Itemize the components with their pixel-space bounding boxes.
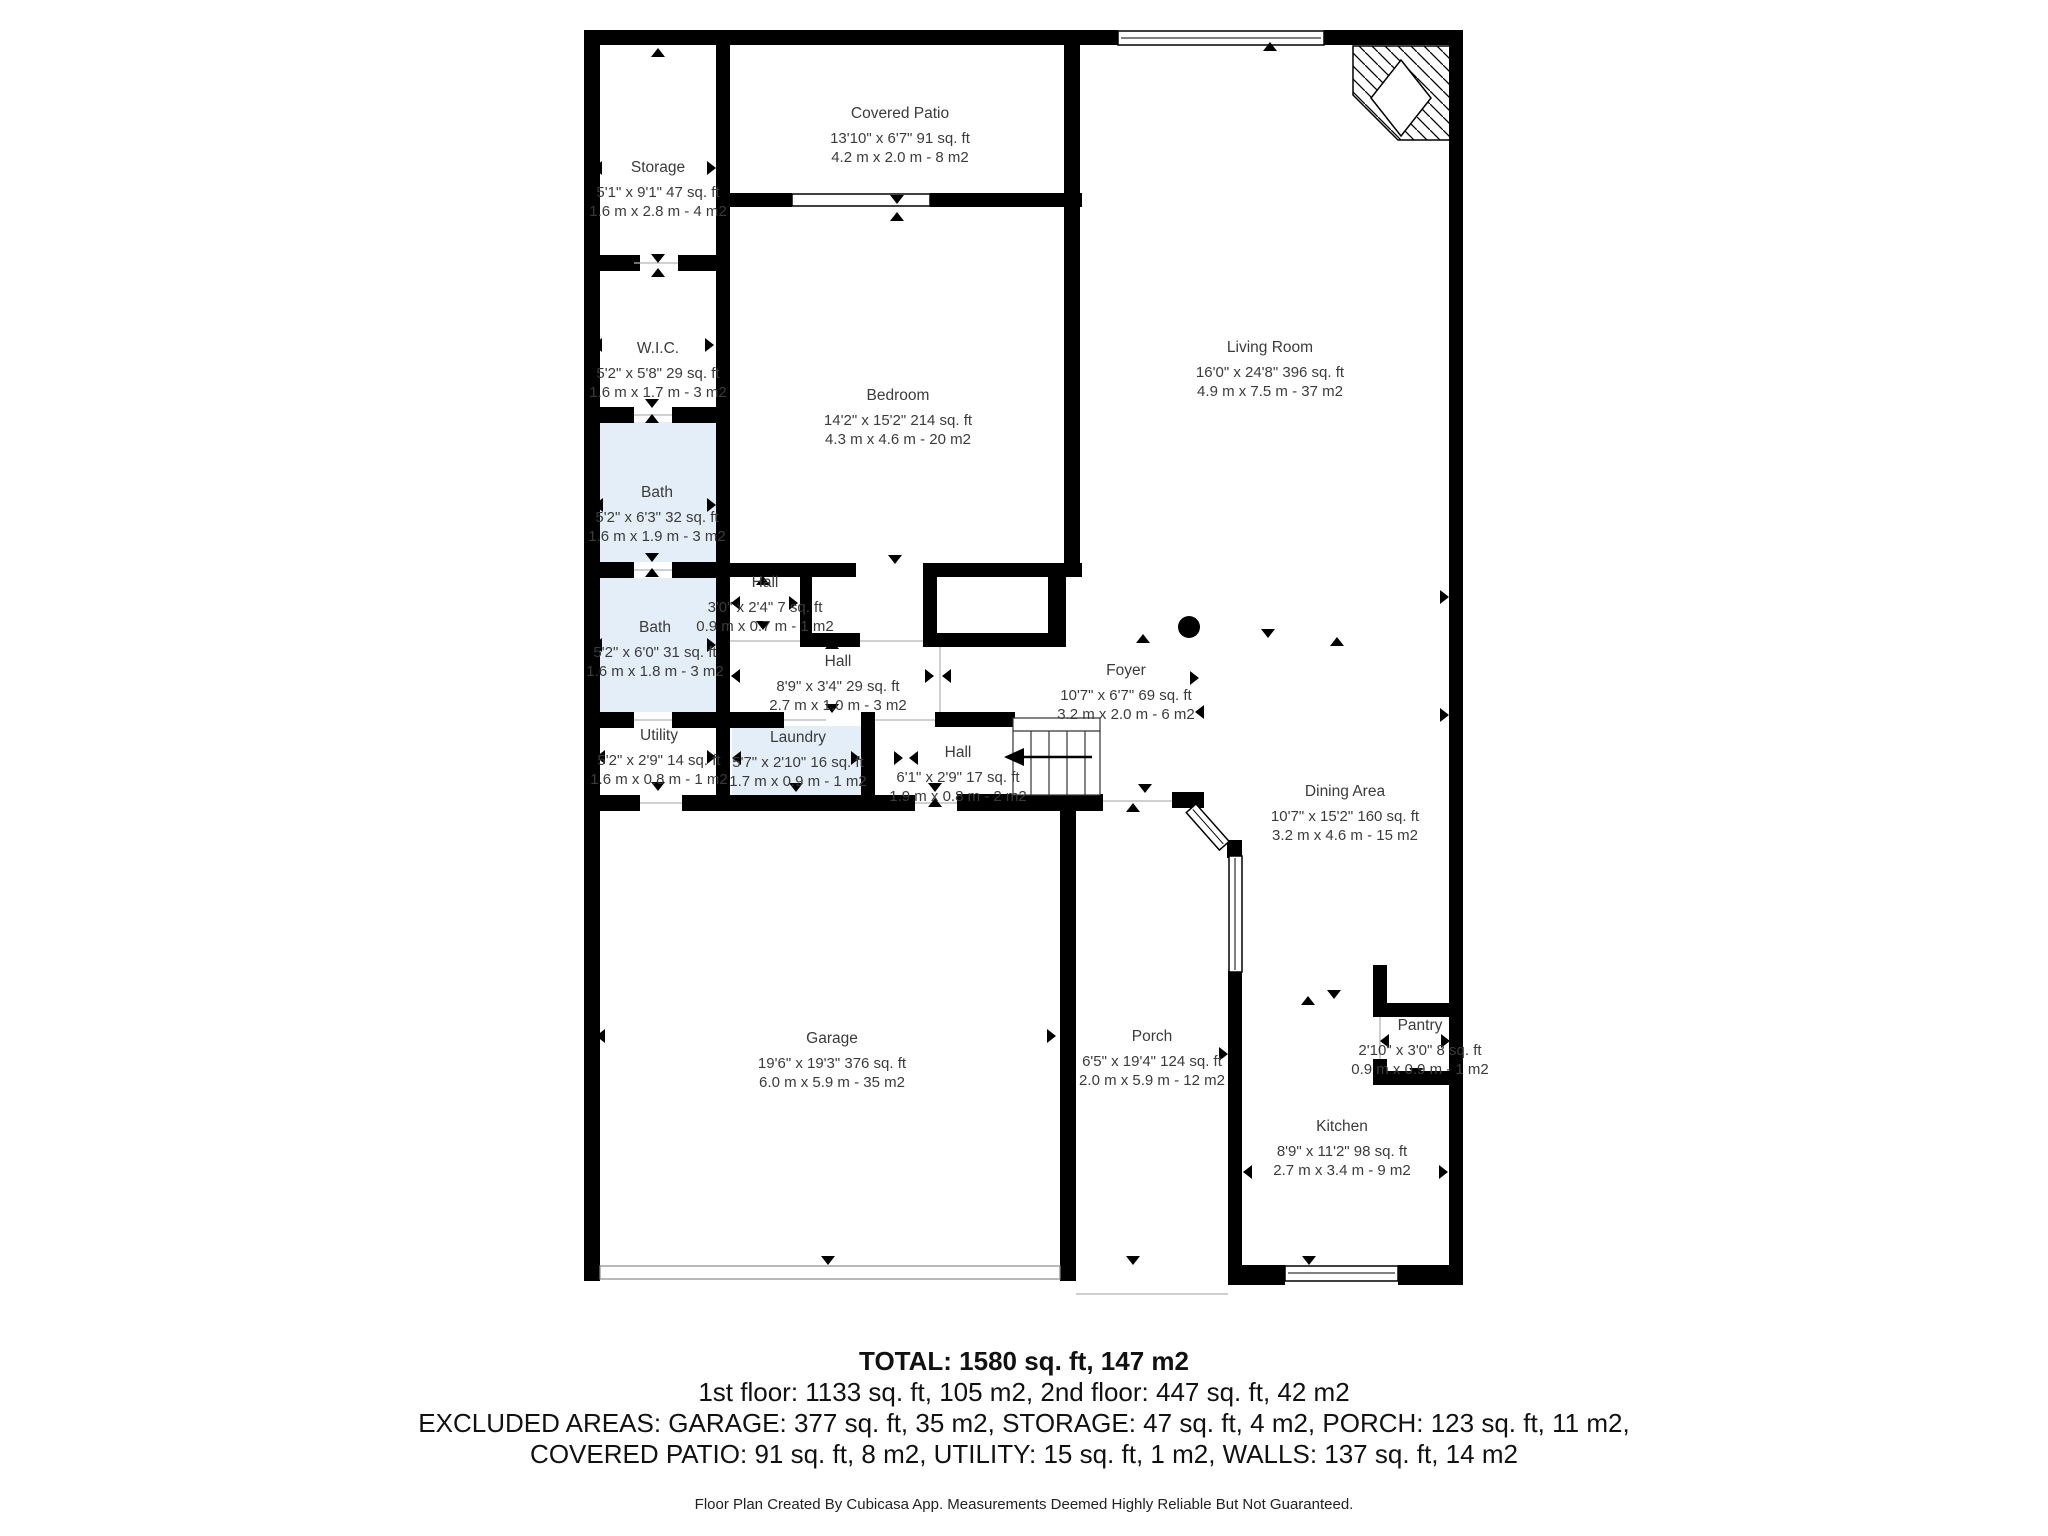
room-label-pantry: Pantry 2'10" x 3'0" 8 sq. ft 0.9 m x 0.9 m - 1 m2 <box>1351 1017 1489 1078</box>
room-label-living-room: Living Room 16'0" x 24'8" 396 sq. ft 4.9 m x 7.5 m - 37 m2 <box>1195 339 1345 400</box>
summary-excluded-1: EXCLUDED AREAS: GARAGE: 377 sq. ft, 35 m2, STORAGE: 47 sq. ft, 4 m2, PORCH: 123 sq. ft, 11 m2, <box>418 1408 1630 1438</box>
room-label-bedroom: Bedroom 14'2" x 15'2" 214 sq. ft 4.3 m x 4.6 m - 20 m2 <box>823 387 973 448</box>
fireplace-icon <box>1353 46 1452 140</box>
room-label-bath-lower: Bath 5'2" x 6'0" 31 sq. ft 1.6 m x 1.8 m - 3 m2 <box>586 619 724 680</box>
room-label-laundry: Laundry 5'7" x 2'10" 16 sq. ft 1.7 m x 0.9 m - 1 m2 <box>729 729 867 790</box>
summary-floors: 1st floor: 1133 sq. ft, 105 m2, 2nd floor: 447 sq. ft, 42 m2 <box>698 1377 1350 1407</box>
summary-total: TOTAL: 1580 sq. ft, 147 m2 <box>859 1346 1189 1376</box>
room-label-kitchen: Kitchen 8'9" x 11'2" 98 sq. ft 2.7 m x 3.4 m - 9 m2 <box>1273 1118 1411 1179</box>
summary-block <box>0 1346 2048 1513</box>
room-label-bath-upper: Bath 5'2" x 6'3" 32 sq. ft 1.6 m x 1.9 m - 3 m2 <box>588 484 726 545</box>
room-label-porch: Porch 6'5" x 19'4" 124 sq. ft 2.0 m x 5.9 m - 12 m2 <box>1079 1028 1225 1089</box>
room-label-hall-rear: Hall 6'1" x 2'9" 17 sq. ft 1.9 m x 0.8 m - 2 m2 <box>889 744 1027 805</box>
room-label-hall-small: Hall 3'0" x 2'4" 7 sq. ft 0.9 m x 0.7 m - 1 m2 <box>696 574 834 635</box>
room-label-foyer: Foyer 10'7" x 6'7" 69 sq. ft 3.2 m x 2.0 m - 6 m2 <box>1057 662 1195 723</box>
disclaimer-text: Floor Plan Created By Cubicasa App. Measurements Deemed Highly Reliable But Not Guaranteed. <box>694 1496 1354 1513</box>
room-label-garage: Garage 19'6" x 19'3" 376 sq. ft 6.0 m x 5.9 m - 35 m2 <box>757 1030 907 1091</box>
column-dot <box>1178 616 1200 638</box>
room-label-utility: Utility 5'2" x 2'9" 14 sq. ft 1.6 m x 0.8 m - 1 m2 <box>590 727 728 788</box>
room-label-hall-main: Hall 8'9" x 3'4" 29 sq. ft 2.7 m x 1.0 m - 3 m2 <box>769 653 907 714</box>
room-label-covered-patio: Covered Patio 13'10" x 6'7" 91 sq. ft 4.2 m x 2.0 m - 8 m2 <box>830 105 970 166</box>
room-label-wic: W.I.C. 5'2" x 5'8" 29 sq. ft 1.6 m x 1.7 m - 3 m2 <box>589 340 727 401</box>
room-label-storage: Storage 5'1" x 9'1" 47 sq. ft 1.6 m x 2.8 m - 4 m2 <box>589 159 727 220</box>
room-label-dining-area: Dining Area 10'7" x 15'2" 160 sq. ft 3.2 m x 4.6 m - 15 m2 <box>1270 783 1420 844</box>
summary-excluded-2: COVERED PATIO: 91 sq. ft, 8 m2, UTILITY: 15 sq. ft, 1 m2, WALLS: 137 sq. ft, 14 m2 <box>530 1439 1518 1469</box>
